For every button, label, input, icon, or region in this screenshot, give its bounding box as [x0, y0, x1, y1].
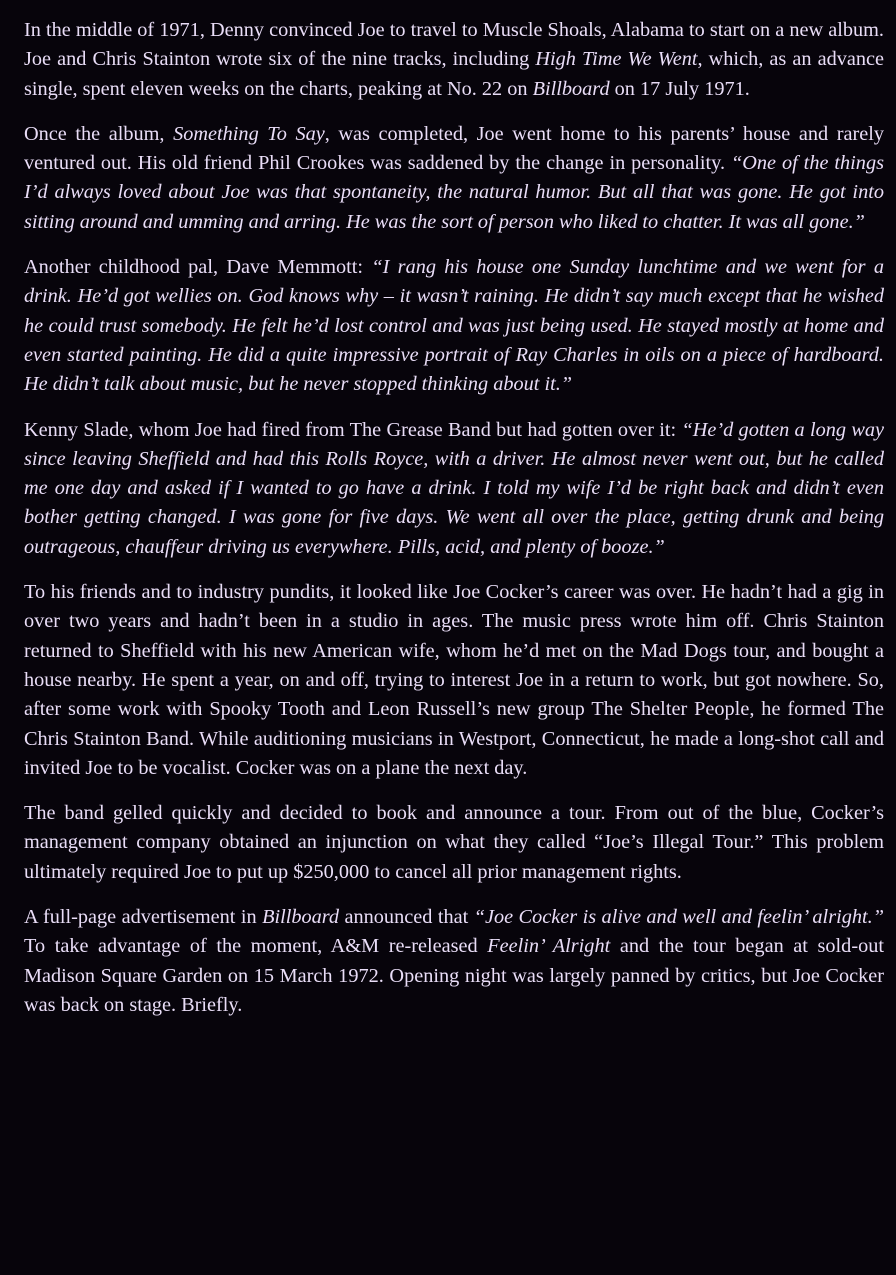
text-run: To his friends and to industry pundits, it looked like Joe Cocker’s career was over. He hadn’t had a gig in over two years and hadn’t been in a studio in ages. The music press wrote him off. Chris Stainton returned to Sheffield with his new American wife, whom he’d met on the Mad Dogs tour, and bought a house nearby. He spent a year, on and off, trying to interest Joe in a return to work, but got nowhere. So, after some work with Spooky Tooth and Leon Russell’s new group The Shelter People, he formed The Chris Stainton Band. While auditioning musicians in Westport, Connecticut, he made a long-shot call and invited Joe to be vocalist. Cocker was on a plane the next day. — [24, 581, 884, 779]
text-run: A full-page advertisement in — [24, 906, 263, 929]
document-page — [24, 16, 884, 1020]
text-run-italic: Feelin’ Alright — [487, 935, 611, 958]
text-run: , was completed, Joe went home to his parents’ house and rarely ventured out. His old friend Phil Crookes was saddened by the change in personality. — [24, 122, 884, 175]
paragraph-4 — [24, 416, 884, 562]
paragraph-7 — [24, 903, 884, 1020]
paragraph-5 — [24, 578, 884, 783]
text-run: , which, as an advance single, spent eleven weeks on the charts, peaking at No. 22 on — [24, 48, 884, 100]
text-run-italic: Billboard — [532, 77, 610, 100]
paragraph-6 — [24, 799, 884, 887]
text-run-italic: Something To Say — [173, 122, 325, 145]
text-run-italic: Billboard — [262, 906, 340, 929]
text-run: Another childhood pal, Dave Memmott: — [24, 256, 372, 279]
text-run: In the middle of 1971, Denny convinced Joe to travel to Muscle Shoals, Alabama to start on a new album. Joe and Chris Stainton wrote six of the nine tracks, including — [24, 19, 884, 71]
text-run: The band gelled quickly and decided to book and announce a tour. From out of the blue, Cocker’s management company obtained an injunction on what they called “Joe’s Illegal Tour.” This problem ultimately required Joe to put up $250,000 to cancel all prior management rights. — [24, 802, 884, 883]
text-run: To take advantage of the moment, A&M re-released — [24, 935, 488, 958]
text-run: Kenny Slade, whom Joe had fired from The Grease Band but had gotten over it: — [24, 418, 682, 441]
text-run: on 17 July 1971. — [609, 77, 750, 100]
paragraph-2 — [24, 120, 884, 237]
quote-italic: “Joe Cocker is alive and well and feelin’ alright.” — [473, 906, 884, 929]
text-run: Once the album, — [24, 122, 174, 145]
paragraph-1 — [24, 16, 884, 104]
paragraph-3 — [24, 253, 884, 399]
quote-italic: “One of the things I’d always loved about Joe was that spontaneity, the natural humor. But all that was gone. He got into sitting around and umming and arring. He was the sort of person who liked to chatter. It was all gone.” — [24, 152, 884, 233]
text-run: announced that — [339, 906, 474, 929]
text-run-italic: High Time We Went — [535, 48, 698, 71]
quote-italic: “I rang his house one Sunday lunchtime and we went for a drink. He’d got wellies on. God knows why – it wasn’t raining. He didn’t say much except that he wished he could trust somebody. He felt he’d lost control and was just being used. He stayed mostly at home and even started painting. He did a quite impressive portrait of Ray Charles in oils on a piece of hardboard. He didn’t talk about music, but he never stopped thinking about it.” — [24, 256, 884, 396]
quote-italic: “He’d gotten a long way since leaving Sheffield and had this Rolls Royce, with a driver. He almost never went out, but he called me one day and asked if I wanted to go have a drink. I told my wife I’d be right back and didn’t even bother getting changed. I was gone for five days. We went all over the place, getting drunk and being outrageous, chauffeur driving us everywhere. Pills, acid, and plenty of booze.” — [24, 418, 884, 558]
text-run: and the tour began at sold-out Madison Square Garden on 15 March 1972. Opening night was largely panned by critics, but Joe Cocker was back on stage. Briefly. — [24, 935, 884, 1016]
